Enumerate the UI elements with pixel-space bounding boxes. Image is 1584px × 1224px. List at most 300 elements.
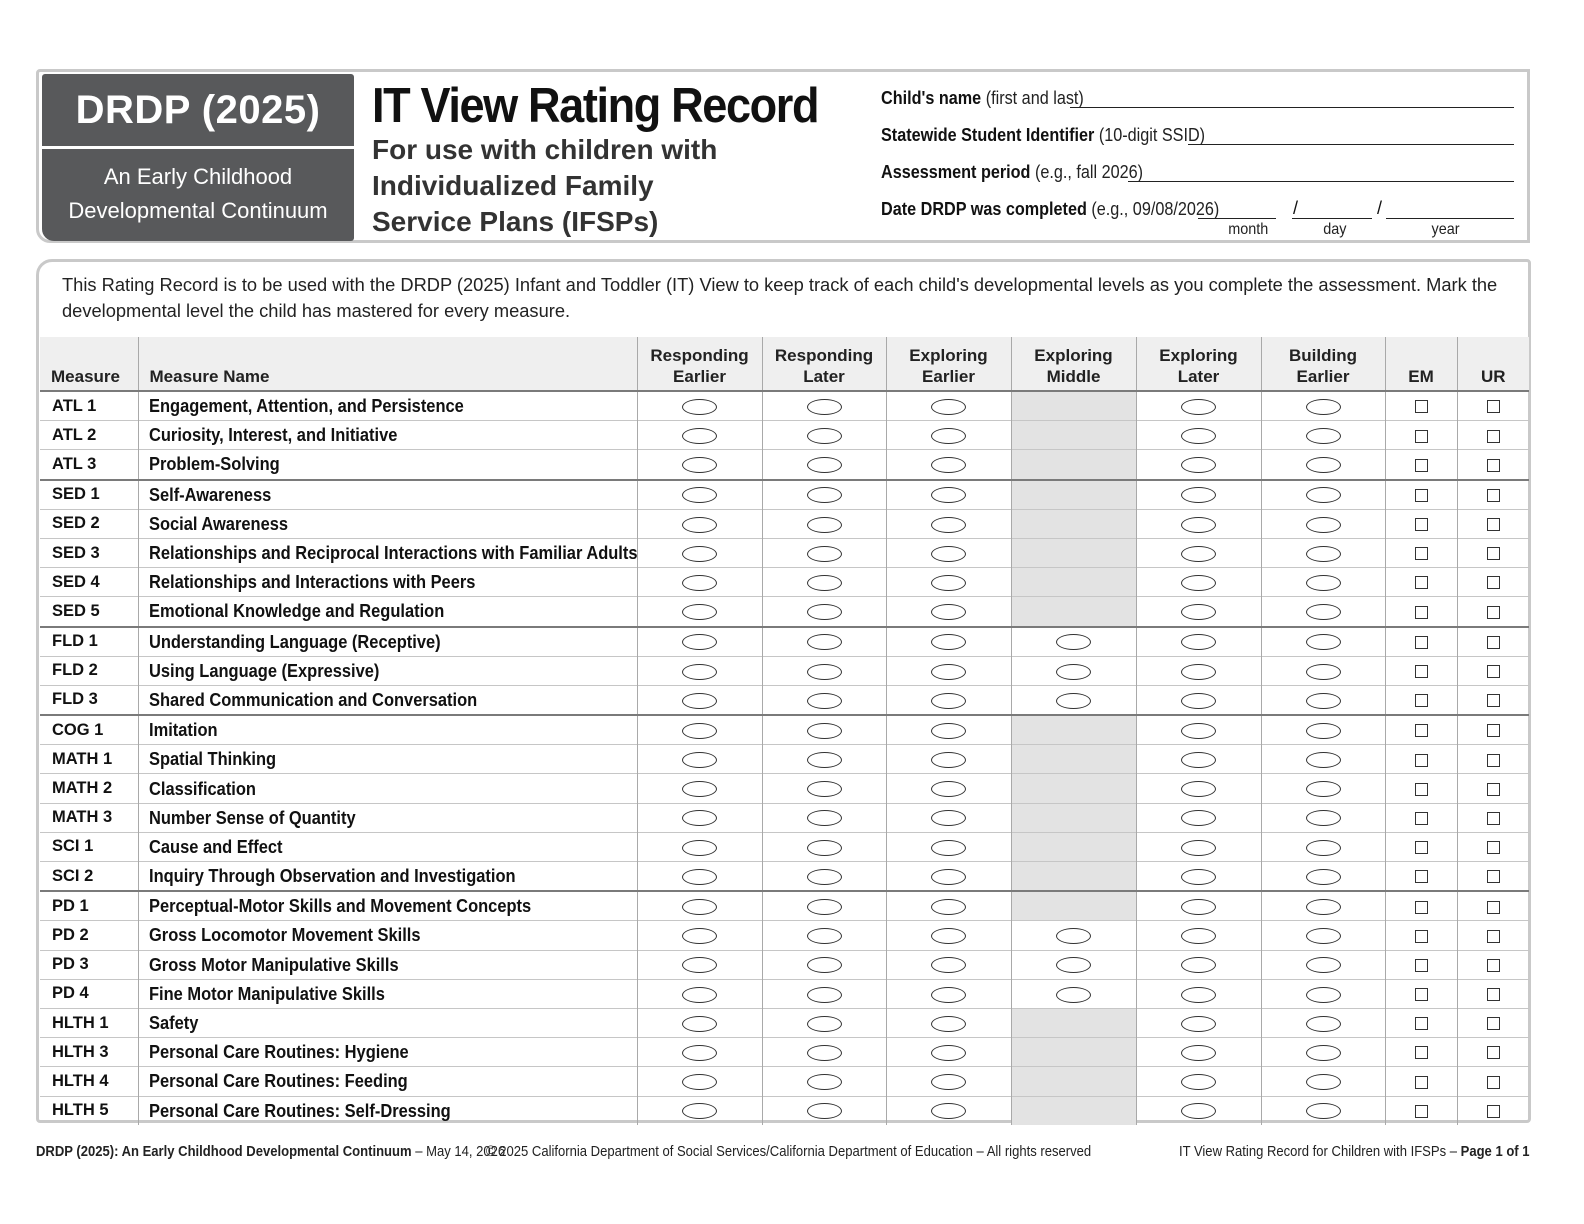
rating-bubble-building-earlier[interactable] — [1306, 1103, 1341, 1119]
measure-name: Spatial Thinking — [148, 748, 276, 770]
rating-bubble-responding-later[interactable] — [807, 634, 842, 650]
rating-bubble-exploring-later[interactable] — [1181, 899, 1216, 915]
rating-bubble-building-earlier[interactable] — [1306, 987, 1341, 1003]
rating-bubble-exploring-later[interactable] — [1181, 399, 1216, 415]
rating-bubble-exploring-middle[interactable] — [1056, 634, 1091, 650]
em-checkbox[interactable] — [1415, 988, 1428, 1001]
cell-ur — [1457, 597, 1529, 627]
ur-checkbox[interactable] — [1487, 489, 1500, 502]
rating-bubble-building-earlier[interactable] — [1306, 664, 1341, 680]
rating-bubble-responding-earlier[interactable] — [682, 957, 717, 973]
rating-bubble-exploring-later[interactable] — [1181, 546, 1216, 562]
rating-bubble-responding-later[interactable] — [807, 693, 842, 709]
rating-bubble-responding-later[interactable] — [807, 840, 842, 856]
rating-bubble-exploring-earlier[interactable] — [931, 869, 966, 885]
cell-em — [1385, 803, 1457, 832]
rating-bubble-responding-earlier[interactable] — [682, 781, 717, 797]
ur-checkbox[interactable] — [1487, 988, 1500, 1001]
rating-bubble-exploring-later[interactable] — [1181, 869, 1216, 885]
ur-checkbox[interactable] — [1487, 459, 1500, 472]
rating-bubble-building-earlier[interactable] — [1306, 1045, 1341, 1061]
ur-checkbox[interactable] — [1487, 694, 1500, 707]
em-checkbox[interactable] — [1415, 1076, 1428, 1089]
rating-bubble-responding-later[interactable] — [807, 399, 842, 415]
rating-bubble-responding-earlier[interactable] — [682, 604, 717, 620]
cell-ur — [1457, 627, 1529, 657]
rating-bubble-building-earlier[interactable] — [1306, 957, 1341, 973]
cell-exploring-later — [1136, 538, 1261, 567]
ur-checkbox[interactable] — [1487, 870, 1500, 883]
rating-bubble-exploring-later[interactable] — [1181, 428, 1216, 444]
rating-bubble-responding-earlier[interactable] — [682, 869, 717, 885]
rating-bubble-exploring-earlier[interactable] — [931, 399, 966, 415]
brand-title: DRDP (2025) — [75, 88, 321, 132]
rating-bubble-responding-earlier[interactable] — [682, 428, 717, 444]
cell-em — [1385, 597, 1457, 627]
rating-bubble-responding-earlier[interactable] — [682, 810, 717, 826]
cell-exploring-later — [1136, 1038, 1261, 1067]
rating-bubble-exploring-later[interactable] — [1181, 634, 1216, 650]
em-checkbox[interactable] — [1415, 724, 1428, 737]
cell-responding-earlier — [637, 421, 762, 450]
measure-name-cell — [138, 597, 637, 627]
rating-bubble-exploring-later[interactable] — [1181, 487, 1216, 503]
cell-building-earlier — [1261, 979, 1385, 1008]
table-row — [40, 391, 1529, 421]
date-day-field[interactable] — [1292, 218, 1372, 219]
rating-bubble-building-earlier[interactable] — [1306, 840, 1341, 856]
rating-bubble-building-earlier[interactable] — [1306, 575, 1341, 591]
cell-building-earlier — [1261, 1008, 1385, 1037]
col-exploring-middle — [1011, 337, 1136, 391]
rating-bubble-building-earlier[interactable] — [1306, 928, 1341, 944]
rating-bubble-exploring-later[interactable] — [1181, 781, 1216, 797]
cell-responding-later — [762, 597, 886, 627]
measure-name-cell — [138, 391, 637, 421]
cell-exploring-later — [1136, 1067, 1261, 1096]
rating-bubble-building-earlier[interactable] — [1306, 546, 1341, 562]
rating-bubble-responding-earlier[interactable] — [682, 752, 717, 768]
cell-exploring-later — [1136, 1008, 1261, 1037]
rating-bubble-responding-later[interactable] — [807, 781, 842, 797]
rating-bubble-building-earlier[interactable] — [1306, 723, 1341, 739]
rating-bubble-exploring-middle[interactable] — [1056, 693, 1091, 709]
em-checkbox[interactable] — [1415, 606, 1428, 619]
cell-responding-earlier — [637, 656, 762, 685]
measure-name-cell — [138, 1038, 637, 1067]
em-checkbox[interactable] — [1415, 694, 1428, 707]
cell-exploring-earlier — [886, 979, 1011, 1008]
page-title: IT View Rating Record — [372, 79, 819, 133]
rating-bubble-exploring-earlier[interactable] — [931, 723, 966, 739]
rating-bubble-responding-earlier[interactable] — [682, 457, 717, 473]
rating-bubble-exploring-earlier[interactable] — [931, 957, 966, 973]
rating-bubble-building-earlier[interactable] — [1306, 517, 1341, 533]
rating-bubble-exploring-earlier[interactable] — [931, 693, 966, 709]
measure-name: Relationships and Interactions with Peers — [148, 571, 475, 593]
ur-checkbox[interactable] — [1487, 547, 1500, 560]
measure-code: PD 1 — [40, 891, 138, 921]
rating-bubble-responding-later[interactable] — [807, 575, 842, 591]
ur-checkbox[interactable] — [1487, 400, 1500, 413]
rating-bubble-responding-later[interactable] — [807, 928, 842, 944]
rating-bubble-responding-later[interactable] — [807, 899, 842, 915]
measure-name-cell — [138, 480, 637, 510]
cell-responding-later — [762, 1038, 886, 1067]
rating-bubble-exploring-later[interactable] — [1181, 1016, 1216, 1032]
ssid-field[interactable] — [1188, 144, 1514, 145]
rating-bubble-responding-earlier[interactable] — [682, 546, 717, 562]
rating-bubble-exploring-later[interactable] — [1181, 664, 1216, 680]
rating-bubble-responding-later[interactable] — [807, 810, 842, 826]
rating-bubble-exploring-earlier[interactable] — [931, 517, 966, 533]
child-name-hint: (first and last) — [985, 88, 1084, 108]
cell-building-earlier — [1261, 1096, 1385, 1125]
rating-bubble-building-earlier[interactable] — [1306, 781, 1341, 797]
date-separator: / — [1293, 198, 1299, 218]
rating-bubble-building-earlier[interactable] — [1306, 810, 1341, 826]
rating-bubble-exploring-later[interactable] — [1181, 810, 1216, 826]
rating-bubble-building-earlier[interactable] — [1306, 869, 1341, 885]
cell-responding-later — [762, 509, 886, 538]
table-row — [40, 1008, 1529, 1037]
em-checkbox[interactable] — [1415, 812, 1428, 825]
ur-checkbox[interactable] — [1487, 1105, 1500, 1118]
rating-bubble-exploring-later[interactable] — [1181, 457, 1216, 473]
cell-exploring-earlier — [886, 391, 1011, 421]
cell-responding-later — [762, 480, 886, 510]
rating-table — [40, 337, 1529, 1125]
cell-em — [1385, 421, 1457, 450]
table-row — [40, 950, 1529, 979]
ur-checkbox[interactable] — [1487, 841, 1500, 854]
measure-code: FLD 2 — [40, 656, 138, 685]
rating-bubble-building-earlier[interactable] — [1306, 693, 1341, 709]
date-year-field[interactable] — [1386, 218, 1514, 219]
measure-name: Fine Motor Manipulative Skills — [148, 982, 385, 1004]
measure-name-cell — [138, 685, 637, 715]
em-checkbox[interactable] — [1415, 576, 1428, 589]
em-checkbox[interactable] — [1415, 959, 1428, 972]
date-hint: (e.g., 09/08/2026) — [1091, 199, 1220, 219]
measure-name-cell — [138, 656, 637, 685]
cell-exploring-later — [1136, 891, 1261, 921]
rating-bubble-exploring-later[interactable] — [1181, 517, 1216, 533]
rating-bubble-responding-earlier[interactable] — [682, 1074, 717, 1090]
rating-bubble-exploring-later[interactable] — [1181, 693, 1216, 709]
brand-subtitle-line2: Developmental Continuum — [68, 198, 328, 223]
rating-bubble-exploring-earlier[interactable] — [931, 928, 966, 944]
rating-bubble-responding-earlier[interactable] — [682, 1103, 717, 1119]
rating-bubble-exploring-later[interactable] — [1181, 1045, 1216, 1061]
rating-bubble-responding-earlier[interactable] — [682, 517, 717, 533]
rating-bubble-responding-later[interactable] — [807, 546, 842, 562]
ur-checkbox[interactable] — [1487, 636, 1500, 649]
col-exploring-later — [1136, 337, 1261, 391]
rating-bubble-responding-later[interactable] — [807, 752, 842, 768]
measure-name-cell — [138, 1008, 637, 1037]
rating-bubble-exploring-earlier[interactable] — [931, 604, 966, 620]
cell-not-applicable — [1011, 891, 1136, 921]
cell-responding-earlier — [637, 979, 762, 1008]
em-checkbox[interactable] — [1415, 430, 1428, 443]
cell-responding-earlier — [637, 950, 762, 979]
ur-checkbox[interactable] — [1487, 1046, 1500, 1059]
ur-checkbox[interactable] — [1487, 901, 1500, 914]
ur-checkbox[interactable] — [1487, 812, 1500, 825]
rating-bubble-responding-earlier[interactable] — [682, 987, 717, 1003]
footer-right — [1179, 1144, 1530, 1160]
em-checkbox[interactable] — [1415, 870, 1428, 883]
rating-bubble-responding-earlier[interactable] — [682, 487, 717, 503]
ur-checkbox[interactable] — [1487, 930, 1500, 943]
cell-not-applicable — [1011, 1096, 1136, 1125]
cell-ur — [1457, 832, 1529, 861]
cell-exploring-later — [1136, 509, 1261, 538]
rating-bubble-exploring-earlier[interactable] — [931, 664, 966, 680]
page-subtitle-line3: Service Plans (IFSPs) — [372, 206, 659, 237]
cell-em — [1385, 774, 1457, 803]
rating-bubble-building-earlier[interactable] — [1306, 752, 1341, 768]
rating-bubble-responding-earlier[interactable] — [682, 634, 717, 650]
rating-bubble-exploring-earlier[interactable] — [931, 752, 966, 768]
col-measure: Measure — [40, 337, 138, 391]
cell-building-earlier — [1261, 950, 1385, 979]
cell-exploring-later — [1136, 597, 1261, 627]
rating-bubble-building-earlier[interactable] — [1306, 1074, 1341, 1090]
em-checkbox[interactable] — [1415, 841, 1428, 854]
rating-bubble-exploring-later[interactable] — [1181, 1074, 1216, 1090]
rating-bubble-responding-later[interactable] — [807, 487, 842, 503]
cell-exploring-earlier — [886, 891, 1011, 921]
rating-bubble-responding-later[interactable] — [807, 1016, 842, 1032]
rating-bubble-exploring-middle[interactable] — [1056, 664, 1091, 680]
ur-checkbox[interactable] — [1487, 724, 1500, 737]
brand-subtitle-line1: An Early Childhood — [103, 164, 293, 189]
rating-bubble-responding-earlier[interactable] — [682, 1016, 717, 1032]
measure-code: SED 5 — [40, 597, 138, 627]
rating-bubble-responding-earlier[interactable] — [682, 664, 717, 680]
rating-bubble-responding-earlier[interactable] — [682, 899, 717, 915]
rating-bubble-responding-later[interactable] — [807, 457, 842, 473]
rating-bubble-building-earlier[interactable] — [1306, 399, 1341, 415]
cell-responding-earlier — [637, 1096, 762, 1125]
rating-bubble-responding-later[interactable] — [807, 957, 842, 973]
table-row — [40, 862, 1529, 892]
cell-em — [1385, 921, 1457, 950]
cell-em — [1385, 745, 1457, 774]
rating-bubble-responding-later[interactable] — [807, 517, 842, 533]
rating-bubble-building-earlier[interactable] — [1306, 428, 1341, 444]
cell-building-earlier — [1261, 656, 1385, 685]
table-row — [40, 1038, 1529, 1067]
cell-exploring-later — [1136, 421, 1261, 450]
footer-left — [36, 1144, 505, 1160]
rating-bubble-building-earlier[interactable] — [1306, 1016, 1341, 1032]
ur-checkbox[interactable] — [1487, 606, 1500, 619]
em-checkbox[interactable] — [1415, 400, 1428, 413]
cell-em — [1385, 480, 1457, 510]
measure-name-cell — [138, 862, 637, 892]
cell-exploring-earlier — [886, 568, 1011, 597]
rating-bubble-exploring-later[interactable] — [1181, 723, 1216, 739]
rating-bubble-exploring-later[interactable] — [1181, 987, 1216, 1003]
rating-bubble-responding-earlier[interactable] — [682, 928, 717, 944]
em-checkbox[interactable] — [1415, 1017, 1428, 1030]
footer-page-number: Page 1 of 1 — [1461, 1144, 1530, 1160]
cell-responding-earlier — [637, 1067, 762, 1096]
rating-bubble-responding-later[interactable] — [807, 1045, 842, 1061]
cell-ur — [1457, 979, 1529, 1008]
rating-bubble-exploring-earlier[interactable] — [931, 810, 966, 826]
cell-responding-later — [762, 421, 886, 450]
measure-name-cell — [138, 568, 637, 597]
rating-bubble-exploring-earlier[interactable] — [931, 428, 966, 444]
em-checkbox[interactable] — [1415, 930, 1428, 943]
rating-bubble-exploring-later[interactable] — [1181, 840, 1216, 856]
footer-copyright: © 2025 California Department of Social Services/California Department of Education – All rights reserved — [486, 1144, 1092, 1160]
rating-bubble-exploring-earlier[interactable] — [931, 487, 966, 503]
rating-bubble-responding-earlier[interactable] — [682, 575, 717, 591]
ur-checkbox[interactable] — [1487, 959, 1500, 972]
rating-bubble-responding-later[interactable] — [807, 869, 842, 885]
cell-ur — [1457, 538, 1529, 567]
rating-bubble-exploring-later[interactable] — [1181, 928, 1216, 944]
ur-checkbox[interactable] — [1487, 1076, 1500, 1089]
cell-responding-earlier — [637, 774, 762, 803]
rating-bubble-exploring-later[interactable] — [1181, 1103, 1216, 1119]
rating-bubble-responding-earlier[interactable] — [682, 723, 717, 739]
rating-bubble-exploring-earlier[interactable] — [931, 457, 966, 473]
rating-bubble-building-earlier[interactable] — [1306, 899, 1341, 915]
em-checkbox[interactable] — [1415, 783, 1428, 796]
cell-em — [1385, 568, 1457, 597]
measure-name-cell — [138, 421, 637, 450]
rating-bubble-responding-earlier[interactable] — [682, 693, 717, 709]
ur-checkbox[interactable] — [1487, 518, 1500, 531]
cell-building-earlier — [1261, 450, 1385, 480]
rating-bubble-exploring-earlier[interactable] — [931, 781, 966, 797]
rating-bubble-exploring-earlier[interactable] — [931, 1045, 966, 1061]
assessment-period-field[interactable] — [1128, 181, 1514, 182]
rating-bubble-responding-later[interactable] — [807, 1103, 842, 1119]
footer-left-date: – May 14, 2026 — [415, 1144, 506, 1160]
col-level-line2: Later — [1177, 367, 1220, 386]
cell-responding-earlier — [637, 891, 762, 921]
em-checkbox[interactable] — [1415, 665, 1428, 678]
rating-bubble-exploring-later[interactable] — [1181, 604, 1216, 620]
em-checkbox[interactable] — [1415, 1105, 1428, 1118]
date-month-field[interactable] — [1198, 218, 1276, 219]
rating-bubble-building-earlier[interactable] — [1306, 457, 1341, 473]
em-checkbox[interactable] — [1415, 901, 1428, 914]
cell-building-earlier — [1261, 480, 1385, 510]
rating-bubble-responding-earlier[interactable] — [682, 1045, 717, 1061]
cell-responding-earlier — [637, 862, 762, 892]
ur-checkbox[interactable] — [1487, 430, 1500, 443]
measure-code: HLTH 4 — [40, 1067, 138, 1096]
em-checkbox[interactable] — [1415, 518, 1428, 531]
rating-bubble-responding-later[interactable] — [807, 1074, 842, 1090]
em-checkbox[interactable] — [1415, 459, 1428, 472]
rating-bubble-exploring-later[interactable] — [1181, 752, 1216, 768]
cell-exploring-earlier — [886, 1038, 1011, 1067]
rating-bubble-exploring-earlier[interactable] — [931, 546, 966, 562]
measure-code: MATH 1 — [40, 745, 138, 774]
rating-bubble-responding-earlier[interactable] — [682, 840, 717, 856]
measure-code: SCI 2 — [40, 862, 138, 892]
rating-bubble-responding-later[interactable] — [807, 664, 842, 680]
cell-exploring-later — [1136, 745, 1261, 774]
measure-name: Gross Motor Manipulative Skills — [148, 953, 399, 975]
measure-code: FLD 1 — [40, 627, 138, 657]
rating-bubble-building-earlier[interactable] — [1306, 604, 1341, 620]
rating-bubble-exploring-middle[interactable] — [1056, 928, 1091, 944]
cell-responding-earlier — [637, 450, 762, 480]
rating-bubble-exploring-later[interactable] — [1181, 575, 1216, 591]
rating-bubble-responding-later[interactable] — [807, 604, 842, 620]
rating-bubble-responding-later[interactable] — [807, 987, 842, 1003]
cell-building-earlier — [1261, 774, 1385, 803]
cell-em — [1385, 391, 1457, 421]
day-label: day — [1323, 221, 1347, 238]
rating-bubble-building-earlier[interactable] — [1306, 634, 1341, 650]
em-checkbox[interactable] — [1415, 636, 1428, 649]
em-checkbox[interactable] — [1415, 489, 1428, 502]
rating-bubble-exploring-earlier[interactable] — [931, 575, 966, 591]
rating-bubble-exploring-earlier[interactable] — [931, 987, 966, 1003]
cell-em — [1385, 450, 1457, 480]
rating-bubble-building-earlier[interactable] — [1306, 487, 1341, 503]
rating-bubble-exploring-middle[interactable] — [1056, 957, 1091, 973]
ur-checkbox[interactable] — [1487, 783, 1500, 796]
em-checkbox[interactable] — [1415, 1046, 1428, 1059]
cell-em — [1385, 979, 1457, 1008]
rating-bubble-exploring-middle[interactable] — [1056, 987, 1091, 1003]
rating-bubble-exploring-earlier[interactable] — [931, 840, 966, 856]
measure-name: Using Language (Expressive) — [148, 659, 379, 681]
cell-ur — [1457, 745, 1529, 774]
cell-ur — [1457, 774, 1529, 803]
rating-bubble-responding-later[interactable] — [807, 723, 842, 739]
cell-em — [1385, 656, 1457, 685]
rating-bubble-responding-earlier[interactable] — [682, 399, 717, 415]
cell-ur — [1457, 862, 1529, 892]
rating-bubble-exploring-later[interactable] — [1181, 957, 1216, 973]
cell-ur — [1457, 1008, 1529, 1037]
rating-bubble-exploring-earlier[interactable] — [931, 634, 966, 650]
ur-checkbox[interactable] — [1487, 665, 1500, 678]
em-checkbox[interactable] — [1415, 754, 1428, 767]
table-row — [40, 450, 1529, 480]
child-name-field[interactable] — [1070, 107, 1514, 108]
em-checkbox[interactable] — [1415, 547, 1428, 560]
measure-name: Understanding Language (Receptive) — [148, 630, 441, 652]
ur-checkbox[interactable] — [1487, 576, 1500, 589]
rating-bubble-exploring-earlier[interactable] — [931, 1074, 966, 1090]
ur-checkbox[interactable] — [1487, 1017, 1500, 1030]
cell-building-earlier — [1261, 538, 1385, 567]
cell-exploring-earlier — [886, 803, 1011, 832]
cell-exploring-later — [1136, 979, 1261, 1008]
measure-name-cell — [138, 538, 637, 567]
ur-checkbox[interactable] — [1487, 754, 1500, 767]
rating-bubble-exploring-earlier[interactable] — [931, 899, 966, 915]
rating-bubble-exploring-earlier[interactable] — [931, 1103, 966, 1119]
rating-bubble-exploring-earlier[interactable] — [931, 1016, 966, 1032]
measure-name: Self-Awareness — [148, 483, 271, 505]
rating-bubble-responding-later[interactable] — [807, 428, 842, 444]
